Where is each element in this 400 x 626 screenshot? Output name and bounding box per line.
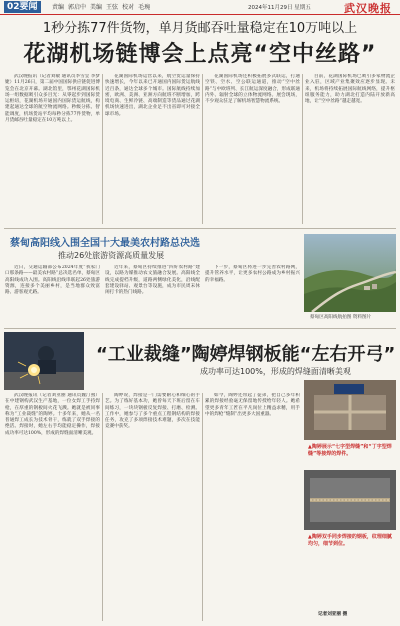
road-aerial-photo: [304, 234, 396, 312]
weld-sample-caption: ▲陶婷展示“七字型焊缝”和“丁字型焊缝”等接焊的焊件。: [308, 444, 392, 457]
road-aerial-illustration: [304, 234, 396, 312]
issue-date: 2024年11月29日 星期五: [248, 5, 311, 11]
steel-plate-photo: [304, 470, 396, 530]
article3-column-1: [5, 393, 100, 621]
weld-sample-photo: [304, 380, 396, 440]
editor-credits: [52, 2, 154, 11]
section-divider: [4, 228, 396, 229]
page-section-label: 02要闻: [4, 1, 41, 13]
column-divider: [302, 74, 303, 224]
welder-photo: [4, 332, 84, 390]
article3-subtitle: 成功率可达100%，形成的焊缝面清晰美观: [200, 367, 351, 376]
article1-col2-text: 花湖国际机场运营以来，航空货运量保持快速增长，今年以来已开通国内国际货运航线近百条，通达全球多个城市。国际航线持续加密，欧洲、美洲、亚洲方向航班不断增加，跨境电商、生鲜冷链、高端制造等货品通过花湖机场快速进出，湖北企业足不出省即可对接全球市场。: [105, 74, 200, 117]
editor-credit-2: 美编: [90, 4, 103, 11]
article1-col1-text: 武汉晚报讯（记者刘敏 通讯员李雪莹 李梦婕）11月26日，第二届中国国际供应链促进博览会在北京开幕。湖北馆里，鄂州花湖国际机场一组数据吸引众多目光：从零起步到国际货运枢纽，花湖机场开通国内国际货运航线，构建起通达全球的航空物流网络。秒级分拣、智能调度，机场货站平均每秒分拣77件货物，单月货邮吞吐量稳定在10万吨以上。: [5, 74, 100, 124]
article1-col3-text: 花湖国际机场还积极拓展多式联运，打通空铁、空水、空公联运通道，推动“空中丝路”与中欧班列、长江航运深度融合，形成联通内外、辐射全球的立体物流网络。展会现场，不少观众驻足了解机场智慧物流系统。: [205, 74, 300, 105]
article2-title: 蔡甸高阳线入围全国十大最美农村路总决选: [10, 238, 200, 249]
editor-credit-1: 郭启中: [68, 4, 87, 11]
article2-column-3: [205, 265, 300, 325]
editor-credit-3: 王弦: [106, 4, 119, 11]
article3-column-2: [105, 393, 200, 621]
steel-plate-caption: ▲陶婷双手同步焊接的钢板，纹理细腻均匀，细节到位。: [308, 534, 392, 547]
column-divider: [102, 74, 103, 224]
editor-credit-4: 校对: [122, 4, 135, 11]
article1-title: 花湖机场链博会上点亮“空中丝路”: [23, 42, 377, 67]
article1-col4-text: 目前，花湖国际机场已吸引多家物流企业入驻，区域产业集聚效应逐步显现。未来，机场将持续拓展国际航线网络，提升枢纽服务能力，助力湖北打造内陆开放新高地，让“空中丝路”越走越宽。: [305, 74, 395, 105]
article1-column-1: [5, 74, 100, 224]
editor-credit-5: 毛琬: [138, 4, 151, 11]
column-divider: [202, 74, 203, 224]
weld-sample-illustration: [304, 380, 396, 440]
column-divider: [202, 393, 203, 621]
article2-body-right: 下一步，蔡甸区将进一步完善农村路网，提升管养水平，让更多农村公路成为乡村振兴的幸福路。: [205, 265, 300, 283]
article2-subtitle: 推动26处旅游资源高质量发展: [58, 251, 165, 260]
article3-title: “工业裁缝”陶婷焊钢板能“左右开弓”: [96, 344, 396, 365]
article2-body-mid: 近年来，蔡甸区持续推进“四好农村路”建设，以路为媒推动农文旅融合发展。高阳线全线完成提档升级，道路两侧绿化美化，沿线配套建设驿站、观景台等设施，成为市民周末休闲打卡的热门线路。: [105, 265, 200, 296]
article1-subtitle: 1秒分拣77件货物，单月货邮吞吐量稳定在10万吨以上: [42, 21, 358, 36]
photo-credit: 记者刘亚丽 摄: [318, 612, 348, 617]
article3-col1-text: 武汉晚报讯（记者刘亚丽 通讯员魏汀燕）在中建钢构武汉生产基地，一位女焊工手持焊枪，在厚重的钢板间火花飞溅。她就是被同事称为“工业裁缝”的陶婷。十多年来，她从一名普通焊工成长为技术骨干，练就了双手焊接的绝活。焊接时，她左右手均能稳定操作，焊接成功率可达100%，形成的焊缝面清晰美观。: [5, 393, 100, 436]
welder-illustration: [4, 332, 84, 390]
steel-plate-illustration: [304, 470, 396, 530]
newspaper-brand: 武汉晚报: [344, 2, 392, 15]
section-divider: [4, 328, 396, 329]
article1-column-3: [205, 74, 300, 224]
page-header: [0, 0, 400, 15]
article3-col3-text: 如今，陶婷还带起了徒弟，把自己多年积累的焊接经验毫无保留地传授给年轻人。她希望更多青年工匠在平凡岗位上精益求精，用手中的焊枪“缝制”出更多大国重器。: [205, 393, 300, 417]
article1-column-4: [305, 74, 395, 224]
column-divider: [102, 393, 103, 621]
article2-column-1: [5, 265, 100, 325]
article3-column-3: [205, 393, 300, 621]
editor-credit-0: 责编: [52, 4, 65, 11]
road-photo-caption: 蔡甸区高阳线航拍图 资料图片: [310, 315, 372, 320]
article1-column-2: [105, 74, 200, 224]
article2-column-2: [105, 265, 200, 325]
article2-body-left: 近日，交通运输部公布2024年度“我家门口那条路——最美农村路”总决选名单，蔡甸区高阳线成功入围。高阳线沿线串联起26处旅游资源，连接多个美丽乡村，是当地群众致富路、游客观光路。: [5, 265, 100, 296]
article3-col2-text: 陶婷说，焊接是一门需要耐心和细心的手艺。为了练好基本功，她曾每天下班后留在车间练习，一块块钢板反复焊接、打磨、检测。工作中，她参与了多个重点工程钢结构的焊接任务，攻克了多项焊接技术难题，多次在技能竞赛中获奖。: [105, 393, 200, 430]
